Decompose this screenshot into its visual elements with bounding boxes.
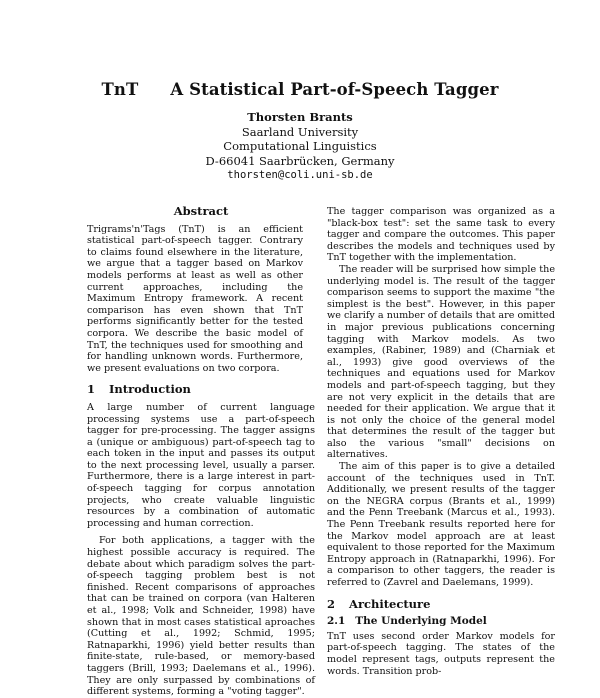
abstract-text: Trigrams'n'Tags (TnT) is an efficient statistical part-of-speech tagger. Contrary to claims found elsewhere in the literature, we argue that a tagger based on Markov models performs at least as well as other current approaches, including the Maximum Entropy framework. A recent comparison has even shown that TnT performs significantly better for the tested corpora. We describe the basic model of TnT, the techniques used for smoothing and for handling unknown words. Furthermore, we present evaluations on two corpora. bbox=[87, 223, 303, 374]
author-affiliation-1: Saarland University bbox=[241, 124, 359, 139]
introduction-paragraph-2: For both applications, a tagger with the highest possible accuracy is required. The debate about which paradigm solves the part-of-speech tagging problem best is not finished. Recent comparisons of approaches that can be trained on corpora (van Halteren et al., 1998; Volk and Schneider, 1998) have shown that in most cases statistical aproaches (Cutting et al., 1992; Schmid, 1995; Ratnaparkhi, 1996) yield better results than finite-state, rule-based, or memory-based taggers (Brill, 1993; Daelemans et al., 1996). They are only surpassed by combinations of different systems, forming a "voting tagger". bbox=[87, 535, 315, 698]
introduction-title: Introduction bbox=[109, 382, 191, 397]
introduction-heading bbox=[87, 384, 315, 396]
right-paragraph-3: The aim of this paper is to give a detailed account of the techniques used in TnT. Additionally, we present results of the tagger on the NEGRA corpus (Brants et al., 1999) and the Penn Treebank (Marcus et al., 1993). The Penn Treebank results reported here for the Markov model approach are at least equivalent to those reported for the Maximum Entropy approach in (Ratnaparkhi, 1996). For a comparison to other taggers, the reader is referred to (Zavrel and Daelemans, 1999). bbox=[327, 461, 555, 588]
author-affiliation-2: Computational Linguistics bbox=[223, 139, 377, 153]
underlying-model-heading bbox=[327, 616, 555, 628]
architecture-heading bbox=[327, 596, 555, 611]
author-address: D-66041 Saarbrücken, Germany bbox=[205, 153, 395, 168]
title-system-name: TnT bbox=[101, 80, 139, 99]
introduction-number: 1 bbox=[87, 382, 96, 397]
author-email: thorsten@coli.uni-sb.de bbox=[227, 169, 373, 181]
underlying-model-title: The Underlying Model bbox=[355, 615, 487, 628]
title-main: A Statistical Part-of-Speech Tagger bbox=[170, 80, 499, 99]
architecture-number: 2 bbox=[327, 596, 336, 611]
abstract-heading: Abstract bbox=[173, 204, 229, 218]
author-block bbox=[0, 110, 600, 183]
right-paragraph-2: The reader will be surprised how simple the underlying model is. The result of the tagger comparison seems to support the maxime "the simplest is the best". However, in this paper we clarify a number of details that are omitted in major previous publications concerning tagging with Markov models. As two examples, (Rabiner, 1989) and (Charniak et al., 1993) give good overviews of the techniques and equations used for Markov models and part-of-speech tagging, but they are not very explicit in the details that are needed for their application. We argue that it is not only the choice of the general model that determines the result of the tagger but also the various "small" decisions on alternatives. bbox=[327, 263, 555, 461]
introduction-paragraph-1: A large number of current language processing systems use a part-of-speech tagger for pre-processing. The tagger assigns a (unique or ambiguous) part-of-speech tag to each token in the input and passes its output to the next processing level, usually a parser. Furthermore, there is a large interest in part-of-speech tagging for corpus annotation projects, who create valuable linguistic resources by a combination of automatic processing and human correction. bbox=[87, 401, 315, 529]
architecture-paragraph-1: TnT uses second order Markov models for part-of-speech tagging. The states of the model represent tags, outputs represent the words. Transition prob- bbox=[327, 630, 555, 677]
left-column bbox=[87, 206, 315, 698]
architecture-title: Architecture bbox=[349, 596, 431, 611]
right-column bbox=[327, 206, 555, 677]
right-paragraph-1: The tagger comparison was organized as a "black-box test": set the same task to every tagger and compare the outcomes. This paper describes the models and techniques used by TnT together with the implementation. bbox=[327, 206, 555, 264]
author-name: Thorsten Brants bbox=[247, 110, 353, 124]
underlying-model-number: 2.1 bbox=[327, 615, 346, 628]
paper-title bbox=[0, 80, 600, 99]
